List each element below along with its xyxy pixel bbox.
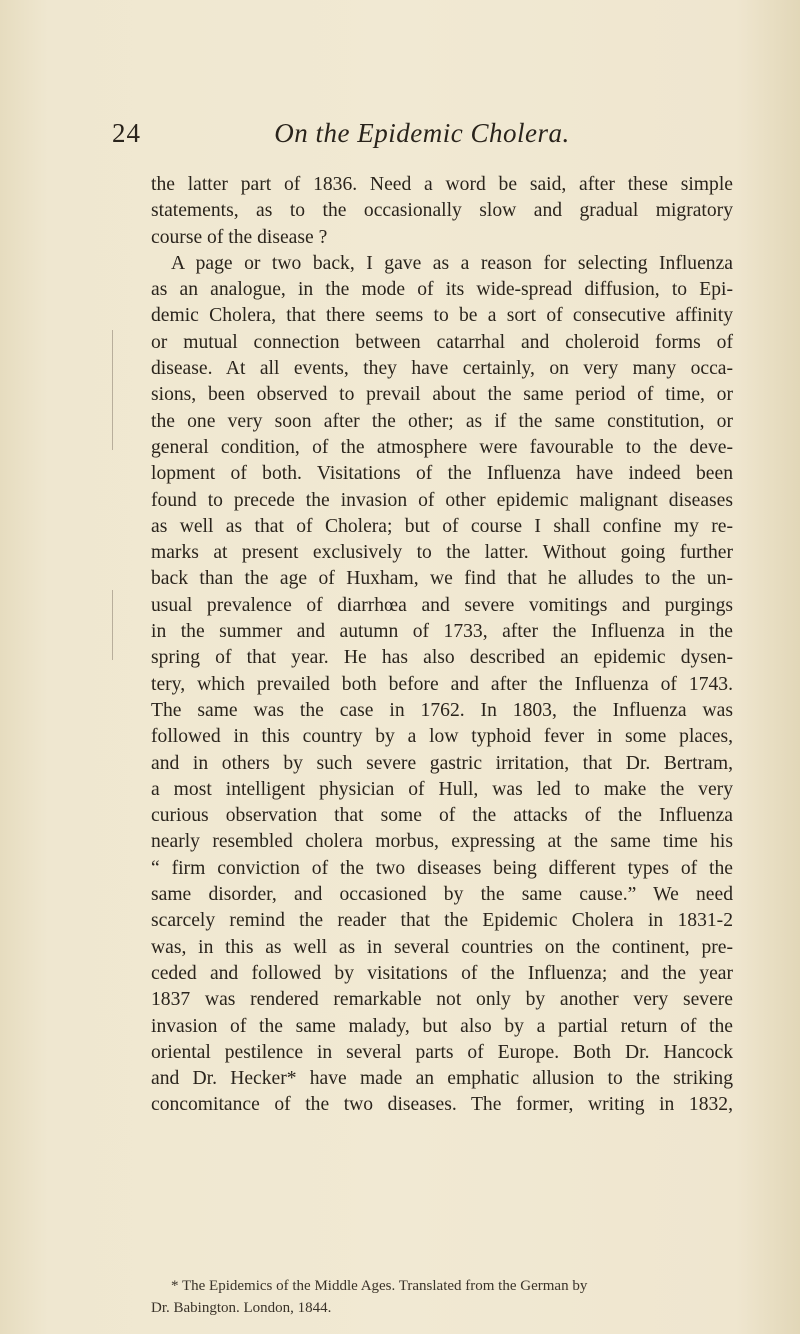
- margin-pencil-mark: [112, 590, 113, 660]
- text-line: same disorder, and occasioned by the same cause.” We need: [151, 884, 733, 906]
- text-line: marks at present exclusively to the latter. Without going further: [151, 542, 733, 564]
- text-line: general condition, of the atmosphere were favourable to the deve-: [151, 436, 733, 458]
- text-line: as well as that of Cholera; but of course I shall confine my re-: [151, 515, 733, 537]
- text-line: back than the age of Huxham, we find that he alludes to the un-: [151, 568, 733, 590]
- text-line: course of the disease ?: [151, 226, 328, 248]
- text-line: the latter part of 1836. Need a word be said, after these simple: [151, 174, 733, 195]
- text-line: followed in this country by a low typhoid fever in some places,: [151, 726, 733, 748]
- text-line: a most intelligent physician of Hull, was led to make the very: [151, 778, 733, 800]
- footnote: [151, 1275, 721, 1319]
- text-line: disease. At all events, they have certainly, on very many occa-: [151, 358, 733, 380]
- page-number: 24: [112, 118, 141, 148]
- text-line: The same was the case in 1762. In 1803, the Influenza was: [151, 699, 733, 721]
- footnote-line: Dr. Babington. London, 1844.: [151, 1300, 332, 1316]
- text-line: the one very soon after the other; as if the same constitution, or: [151, 410, 733, 432]
- text-line: sions, been observed to prevail about the same period of time, or: [151, 384, 733, 406]
- text-line: as an analogue, in the mode of its wide-spread diffusion, to Epi-: [151, 279, 733, 301]
- footnote-line: * The Epidemics of the Middle Ages. Translated from the German by: [171, 1278, 588, 1294]
- text-line: and Dr. Hecker* have made an emphatic allusion to the striking: [151, 1068, 733, 1090]
- text-line: concomitance of the two diseases. The former, writing in 1832,: [151, 1094, 733, 1116]
- page-header: [112, 118, 732, 158]
- text-line: or mutual connection between catarrhal and choleroid forms of: [151, 331, 733, 353]
- text-line: tery, which prevailed both before and after the Influenza of 1743.: [151, 673, 733, 695]
- text-line: oriental pestilence in several parts of Europe. Both Dr. Hancock: [151, 1041, 733, 1063]
- text-line: A page or two back, I gave as a reason for selecting Influenza: [171, 252, 733, 274]
- text-line: spring of that year. He has also described an epidemic dysen-: [151, 647, 733, 669]
- text-line: scarcely remind the reader that the Epidemic Cholera in 1831-2: [151, 910, 733, 932]
- text-line: and in others by such severe gastric irritation, that Dr. Bertram,: [151, 752, 733, 774]
- body-text: [151, 172, 733, 1119]
- text-line: statements, as to the occasionally slow and gradual migratory: [151, 200, 733, 222]
- text-line: curious observation that some of the attacks of the Influenza: [151, 805, 733, 827]
- text-line: nearly resembled cholera morbus, expressing at the same time his: [151, 831, 733, 853]
- text-line: was, in this as well as in several countries on the continent, pre-: [151, 936, 733, 958]
- text-line: demic Cholera, that there seems to be a sort of consecutive affinity: [151, 305, 733, 327]
- running-title: On the Epidemic Cholera.: [274, 118, 570, 148]
- text-line: lopment of both. Visitations of the Influenza have indeed been: [151, 463, 733, 485]
- text-line: ceded and followed by visitations of the Influenza; and the year: [151, 962, 733, 984]
- margin-pencil-mark: [112, 330, 113, 450]
- text-line: 1837 was rendered remarkable not only by another very severe: [151, 989, 733, 1011]
- text-line: found to precede the invasion of other epidemic malignant diseases: [151, 489, 733, 511]
- text-line: in the summer and autumn of 1733, after the Influenza in the: [151, 621, 733, 643]
- text-line: usual prevalence of diarrhœa and severe vomitings and purgings: [151, 594, 733, 616]
- text-line: invasion of the same malady, but also by a partial return of the: [151, 1015, 733, 1037]
- text-line: “ firm conviction of the two diseases being different types of the: [151, 857, 733, 879]
